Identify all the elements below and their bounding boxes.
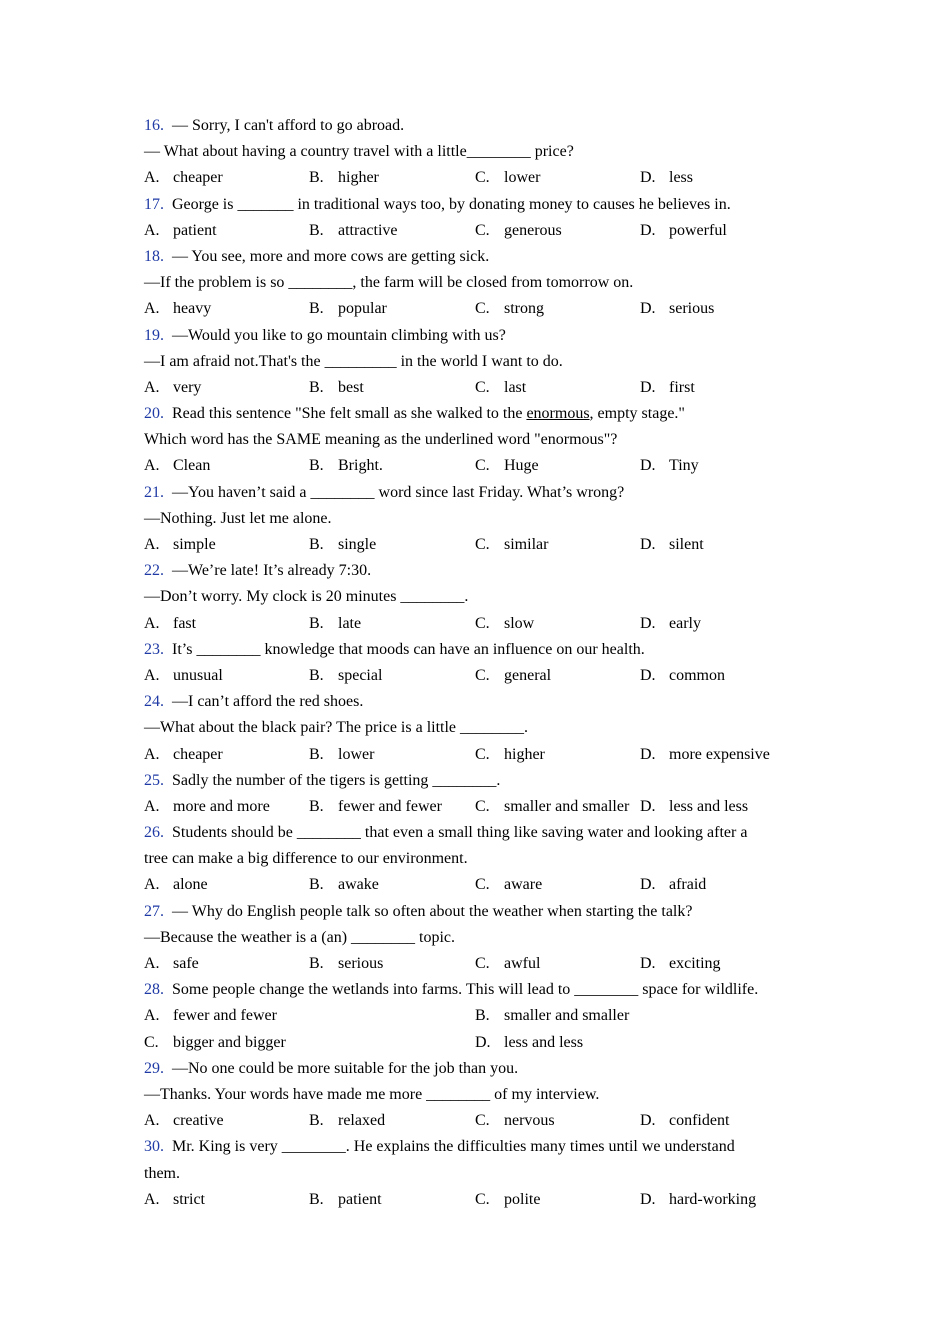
option-b[interactable]: B. popular: [309, 300, 387, 318]
question-text: , empty stage.": [589, 405, 685, 423]
option-d[interactable]: D. afraid: [640, 876, 707, 894]
question-text: —You haven’t said a ________ word since last Friday. What’s wrong?: [172, 483, 625, 501]
question-28-options-row-2: [144, 1030, 804, 1056]
option-c[interactable]: C. polite: [475, 1190, 541, 1208]
question-27-options: [144, 951, 804, 977]
question-text: —We’re late! It’s already 7:30.: [172, 562, 372, 580]
option-c[interactable]: C. higher: [475, 745, 545, 763]
option-d[interactable]: D. serious: [640, 300, 715, 318]
question-text: — Sorry, I can't afford to go abroad.: [172, 117, 405, 134]
question-21-line-2: [144, 506, 804, 532]
question-text: Students should be ________ that even a small thing like saving water and looking after a: [172, 824, 748, 842]
option-c[interactable]: C. aware: [475, 876, 543, 894]
option-d[interactable]: D. more expensive: [640, 745, 770, 763]
question-30-line-1: [144, 1134, 804, 1160]
question-text: Some people change the wetlands into farms. This will lead to ________ space for wildlife.: [172, 981, 759, 999]
option-c[interactable]: C. last: [475, 378, 527, 396]
question-text: —No one could be more suitable for the job than you.: [172, 1059, 519, 1077]
question-text: — You see, more and more cows are getting sick.: [172, 247, 490, 265]
question-number: 27.: [144, 902, 164, 920]
option-b[interactable]: B. late: [309, 614, 362, 632]
option-d[interactable]: D. early: [640, 614, 701, 632]
option-a[interactable]: A. cheaper: [144, 745, 223, 763]
option-c[interactable]: C. general: [475, 666, 552, 684]
question-24-options: [144, 742, 804, 768]
option-a[interactable]: A. very: [144, 378, 202, 396]
option-d[interactable]: D. exciting: [640, 955, 721, 972]
question-20-options: [144, 453, 804, 479]
question-24-line-2: [144, 715, 804, 741]
option-d[interactable]: D. Tiny: [640, 457, 699, 475]
option-c[interactable]: C. smaller and smaller: [475, 797, 630, 815]
question-text: George is _______ in traditional ways too, by donating money to causes he believes in.: [172, 195, 731, 213]
question-25-line-1: [144, 768, 804, 794]
question-17-line-1: [144, 192, 804, 218]
question-number: 22.: [144, 562, 164, 580]
option-d[interactable]: D. first: [640, 378, 695, 396]
question-text: —Would you like to go mountain climbing with us?: [172, 326, 506, 344]
option-a[interactable]: A. heavy: [144, 300, 212, 318]
question-text: —What about the black pair? The price is a little ________.: [144, 719, 529, 737]
question-23-options: [144, 663, 804, 689]
question-text: It’s ________ knowledge that moods can have an influence on our health.: [172, 640, 645, 658]
question-number: 17.: [144, 195, 164, 213]
option-a[interactable]: A. strict: [144, 1190, 205, 1208]
question-26-options: [144, 872, 804, 898]
option-b[interactable]: B. higher: [309, 169, 379, 187]
underlined-word: enormous: [526, 405, 590, 423]
question-22-line-1: [144, 558, 804, 584]
question-16-options: [144, 165, 804, 191]
option-b[interactable]: B. awake: [309, 876, 379, 894]
question-text: Sadly the number of the tigers is getting ________.: [172, 771, 501, 789]
option-c[interactable]: C. similar: [475, 536, 549, 553]
question-text: —Don’t worry. My clock is 20 minutes ________.: [144, 588, 469, 606]
option-d[interactable]: D. silent: [640, 536, 704, 553]
question-list: [144, 113, 804, 1213]
question-number: 28.: [144, 981, 164, 999]
question-24-line-1: [144, 689, 804, 715]
question-19-line-2: [144, 349, 804, 375]
question-text: —I can’t afford the red shoes.: [172, 693, 364, 711]
option-a[interactable]: A. simple: [144, 536, 216, 553]
question-number: 18.: [144, 247, 164, 265]
question-26-line-1: [144, 820, 804, 846]
option-a[interactable]: A. cheaper: [144, 169, 223, 187]
question-text: Read this sentence "She felt small as she walked to the: [172, 405, 527, 423]
option-a[interactable]: A. safe: [144, 955, 199, 972]
option-b[interactable]: B. attractive: [309, 221, 398, 239]
option-c[interactable]: C. generous: [475, 221, 562, 239]
question-30-options: [144, 1187, 804, 1213]
option-a[interactable]: A. unusual: [144, 666, 223, 684]
question-text: —I am afraid not.That's the _________ in the world I want to do.: [144, 352, 563, 370]
question-30-line-2: [144, 1161, 804, 1187]
question-text: Mr. King is very ________. He explains the difficulties many times until we understand: [172, 1138, 735, 1156]
question-19-line-1: [144, 323, 804, 349]
option-a[interactable]: A. fewer and fewer: [144, 1007, 277, 1025]
option-a[interactable]: A. creative: [144, 1112, 224, 1130]
option-b[interactable]: B. single: [309, 536, 377, 553]
question-text: them.: [144, 1164, 180, 1182]
question-29-line-1: [144, 1056, 804, 1082]
option-d[interactable]: D. less and less: [475, 1033, 584, 1051]
question-28-line-1: [144, 977, 804, 1003]
question-18-line-2: [144, 270, 804, 296]
question-text: tree can make a big difference to our environment.: [144, 850, 468, 868]
option-d[interactable]: D. hard-working: [640, 1190, 757, 1208]
question-number: 20.: [144, 405, 164, 423]
option-a[interactable]: A. alone: [144, 876, 208, 894]
option-d[interactable]: D. common: [640, 666, 725, 684]
question-text: — What about having a country travel with a little________ price?: [144, 143, 574, 161]
question-number: 26.: [144, 824, 164, 842]
option-a[interactable]: A. Clean: [144, 457, 211, 475]
question-16-line-2: [144, 139, 804, 165]
option-a[interactable]: A. fast: [144, 614, 197, 632]
question-25-options: [144, 794, 804, 820]
question-number: 23.: [144, 640, 164, 658]
question-26-line-2: [144, 846, 804, 872]
option-d[interactable]: D. less and less: [640, 797, 749, 815]
option-b[interactable]: B. smaller and smaller: [475, 1007, 630, 1025]
question-22-line-2: [144, 584, 804, 610]
question-21-line-1: [144, 480, 804, 506]
question-17-options: [144, 218, 804, 244]
question-23-line-1: [144, 637, 804, 663]
question-number: 24.: [144, 693, 164, 711]
question-21-options: [144, 532, 804, 558]
option-b[interactable]: B. special: [309, 666, 383, 684]
question-number: 16.: [144, 117, 164, 134]
option-b[interactable]: B. relaxed: [309, 1112, 386, 1130]
question-20-line-2: [144, 427, 804, 453]
question-18-line-1: [144, 244, 804, 270]
option-c[interactable]: C. strong: [475, 300, 544, 318]
question-text: —If the problem is so ________, the farm will be closed from tomorrow on.: [144, 274, 634, 292]
question-19-options: [144, 375, 804, 401]
option-b[interactable]: B. patient: [309, 1190, 382, 1208]
question-29-line-2: [144, 1082, 804, 1108]
option-c[interactable]: C. lower: [475, 169, 541, 187]
option-c[interactable]: C. slow: [475, 614, 535, 632]
question-18-options: [144, 296, 804, 322]
option-b[interactable]: B. best: [309, 378, 364, 396]
option-b[interactable]: B. serious: [309, 955, 384, 972]
question-number: 19.: [144, 326, 164, 344]
option-c[interactable]: C. awful: [475, 955, 541, 972]
question-text: Which word has the SAME meaning as the underlined word "enormous"?: [144, 431, 618, 449]
question-text: —Because the weather is a (an) ________ topic.: [144, 928, 456, 946]
question-text: —Nothing. Just let me alone.: [144, 509, 332, 527]
question-28-options-row-1: [144, 1003, 804, 1029]
option-a[interactable]: A. more and more: [144, 797, 270, 815]
question-27-line-1: [144, 899, 804, 925]
question-text: —Thanks. Your words have made me more ________ of my interview.: [144, 1085, 600, 1103]
question-29-options: [144, 1108, 804, 1134]
option-b[interactable]: B. Bright.: [309, 457, 383, 475]
question-16-line-1: [144, 113, 804, 139]
option-d[interactable]: D. less: [640, 169, 693, 187]
question-22-options: [144, 611, 804, 637]
question-20-line-1: [144, 401, 804, 427]
option-d[interactable]: D. powerful: [640, 221, 727, 239]
option-c[interactable]: C. Huge: [475, 457, 539, 475]
option-b[interactable]: B. lower: [309, 745, 375, 763]
question-text: — Why do English people talk so often about the weather when starting the talk?: [172, 902, 693, 920]
option-c[interactable]: C. nervous: [475, 1112, 555, 1130]
option-b[interactable]: B. fewer and fewer: [309, 797, 442, 815]
option-c[interactable]: C. bigger and bigger: [144, 1033, 286, 1051]
question-number: 21.: [144, 483, 164, 501]
question-number: 30.: [144, 1138, 164, 1156]
question-number: 29.: [144, 1059, 164, 1077]
question-number: 25.: [144, 771, 164, 789]
option-d[interactable]: D. confident: [640, 1112, 730, 1130]
question-27-line-2: [144, 925, 804, 951]
option-a[interactable]: A. patient: [144, 221, 217, 239]
